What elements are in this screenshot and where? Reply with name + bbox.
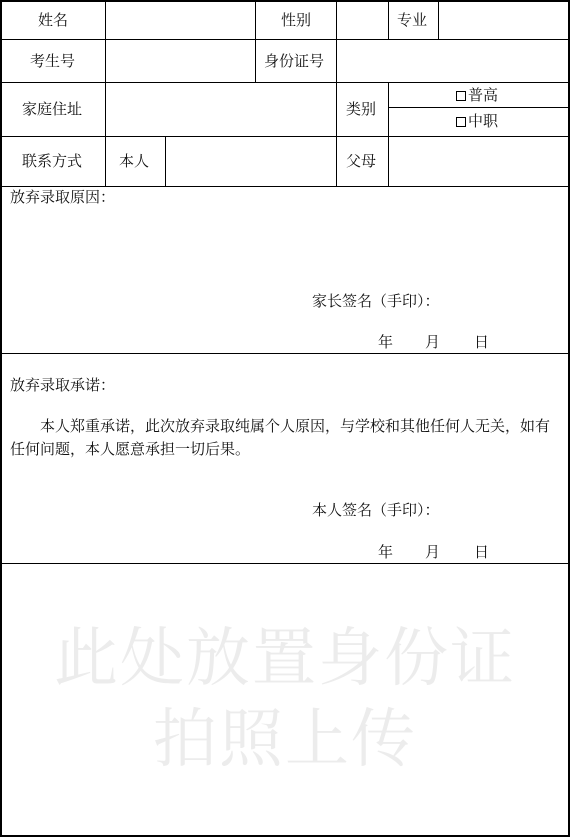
checkbox-icon[interactable] [456, 117, 466, 127]
contact-label: 联系方式 [22, 152, 83, 170]
reason-date-month: 月 [425, 333, 441, 351]
major-field[interactable] [439, 2, 568, 39]
exam-no-label: 考生号 [30, 52, 76, 70]
watermark-line-2: 拍照上传 [153, 703, 417, 777]
reason-text-area[interactable] [2, 210, 568, 290]
gender-label: 性别 [281, 11, 312, 29]
contact-parents-label: 父母 [346, 152, 377, 170]
parent-signature-label: 家长签名（手印）： [312, 292, 440, 310]
category-option-zhongzhi[interactable] [456, 112, 498, 130]
reason-title: 放弃录取原因： [10, 188, 116, 206]
checkbox-icon[interactable] [456, 91, 466, 101]
category-option-label: 中职 [468, 112, 499, 130]
self-signature-label: 本人签名（手印）： [312, 501, 440, 519]
promise-date-month: 月 [425, 543, 441, 561]
id-no-field[interactable] [337, 40, 568, 82]
reason-date-year: 年 [378, 333, 394, 351]
category-label: 类别 [346, 100, 377, 118]
contact-self-label: 本人 [119, 152, 150, 170]
major-label: 专业 [397, 11, 428, 29]
id-no-label: 身份证号 [264, 52, 325, 70]
exam-no-field[interactable] [106, 40, 255, 82]
contact-parents-field[interactable] [389, 137, 568, 186]
reason-date-day: 日 [474, 333, 490, 351]
name-field[interactable] [106, 2, 255, 39]
address-label: 家庭住址 [22, 100, 83, 118]
category-option-label: 普高 [468, 86, 499, 104]
promise-body: 本人郑重承诺，此次放弃录取纯属个人原因，与学校和其他任何人无关，如有任何问题，本人愿意承担一切后果。 [10, 417, 551, 458]
contact-self-field[interactable] [166, 137, 336, 186]
promise-date-year: 年 [378, 543, 394, 561]
watermark-line-1: 此处放置身份证 [54, 622, 516, 696]
promise-date-day: 日 [474, 543, 490, 561]
gender-field[interactable] [337, 2, 388, 39]
address-field[interactable] [106, 83, 336, 136]
promise-title: 放弃录取承诺： [10, 376, 116, 394]
category-option-putong[interactable] [456, 86, 498, 104]
name-label: 姓名 [38, 11, 69, 29]
